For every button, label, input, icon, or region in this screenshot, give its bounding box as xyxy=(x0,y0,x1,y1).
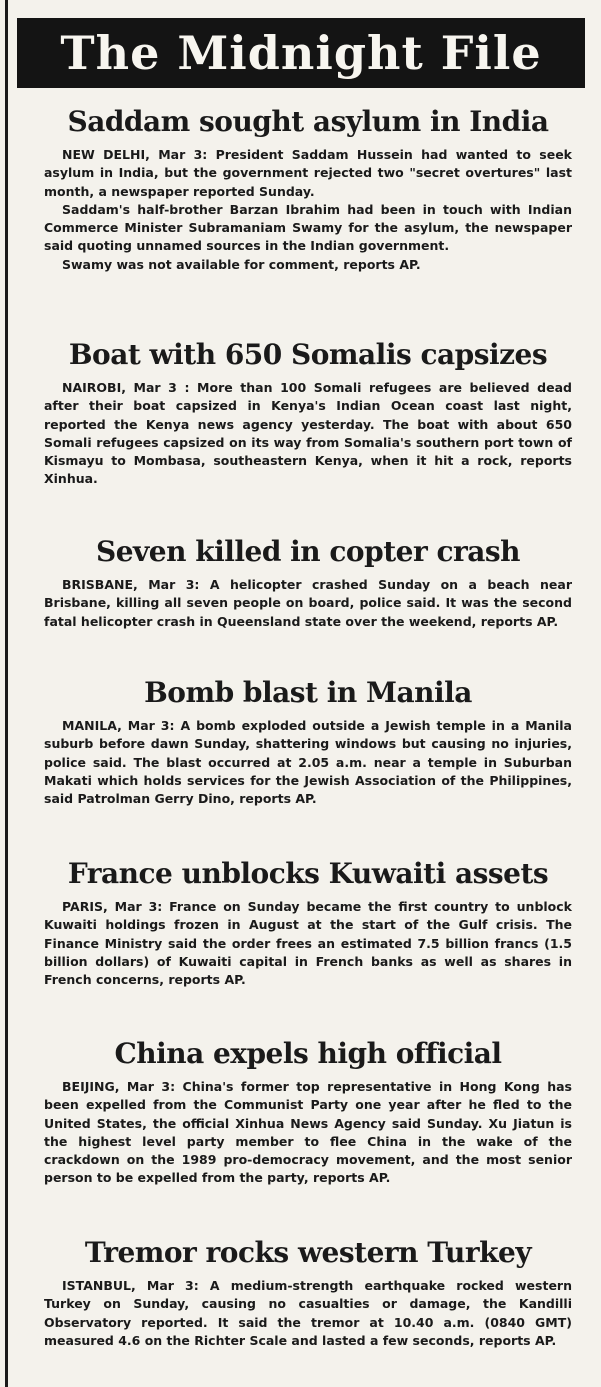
article-headline: Boat with 650 Somalis capsizes xyxy=(68,338,548,371)
article-kuwaiti-assets xyxy=(44,856,572,989)
article-turkey-tremor xyxy=(44,1235,572,1350)
article-paragraph: MANILA, Mar 3: A bomb exploded outside a Jewish temple in a Manila suburb before dawn Sunday, shattering windows but causing no injuries, police said. The blast occurred at 2.05 a.m. near a temple in Suburban Makati which holds services for the Jewish Association of the Philippines, said Patrolman Gerry Dino, reports AP. xyxy=(44,718,572,807)
article-saddam-asylum xyxy=(44,104,572,274)
article-headline: France unblocks Kuwaiti assets xyxy=(67,857,549,890)
article-paragraph: Swamy was not available for comment, reports AP. xyxy=(62,256,421,272)
article-paragraph: ISTANBUL, Mar 3: A medium-strength earthquake rocked western Turkey on Sunday, causing no casualties or damage, the Kandilli Observatory reported. It said the tremor at 10.40 a.m. (0840 GMT) measured 4.6 on the Richter Scale and lasted a few seconds, reports AP. xyxy=(44,1278,572,1348)
masthead-title: The Midnight File xyxy=(17,18,585,88)
article-paragraph: BEIJING, Mar 3: China's former top representative in Hong Kong has been expelled from the Communist Party one year after he fled to the United States, the official Xinhua News Agency said Sunday. Xu Jiatun is the highest level party member to flee China in the wake of the crackdown on the 1989 pro-democracy movement, and the most senior person to be expelled from the party, reports AP. xyxy=(44,1079,572,1186)
article-somali-boat xyxy=(44,337,572,489)
article-paragraph: BRISBANE, Mar 3: A helicopter crashed Sunday on a beach near Brisbane, killing all seven people on board, police said. It was the second fatal helicopter crash in Queensland state over the weekend, reports AP. xyxy=(44,577,572,629)
article-headline: China expels high official xyxy=(114,1037,502,1070)
article-paragraph: PARIS, Mar 3: France on Sunday became the first country to unblock Kuwaiti holdings frozen in August at the start of the Gulf crisis. The Finance Ministry said the order frees an estimated 7.5 billion francs (1.5 billion dollars) of Kuwaiti capital in French banks as well as shares in French concerns, reports AP. xyxy=(44,899,572,988)
article-copter-crash xyxy=(44,534,572,631)
article-paragraph: Saddam's half-brother Barzan Ibrahim had been in touch with Indian Commerce Minister Subramaniam Swamy for the asylum, the newspaper said quoting unnamed sources in the Indian government. xyxy=(44,201,572,254)
article-manila-bomb xyxy=(44,675,572,808)
article-headline: Seven killed in copter crash xyxy=(95,535,521,568)
article-paragraph: NAIROBI, Mar 3 : More than 100 Somali refugees are believed dead after their boat capsized in Kenya's Indian Ocean coast last night, reported the Kenya news agency yesterday. The boat with about 650 Somali refugees capsized on its way from Somalia's southern port town of Kismayu to Mombasa, southeastern Kenya, when it hit a rock, reports Xinhua. xyxy=(44,380,572,487)
column-rule xyxy=(5,0,8,1387)
article-headline: Bomb blast in Manila xyxy=(144,676,472,709)
article-paragraph: NEW DELHI, Mar 3: President Saddam Hussein had wanted to seek asylum in India, but the government rejected two "secret overtures" last month, a newspaper reported Sunday. xyxy=(44,147,572,199)
article-headline: Saddam sought asylum in India xyxy=(67,105,549,138)
article-china-official xyxy=(44,1036,572,1188)
article-headline: Tremor rocks western Turkey xyxy=(84,1236,532,1269)
